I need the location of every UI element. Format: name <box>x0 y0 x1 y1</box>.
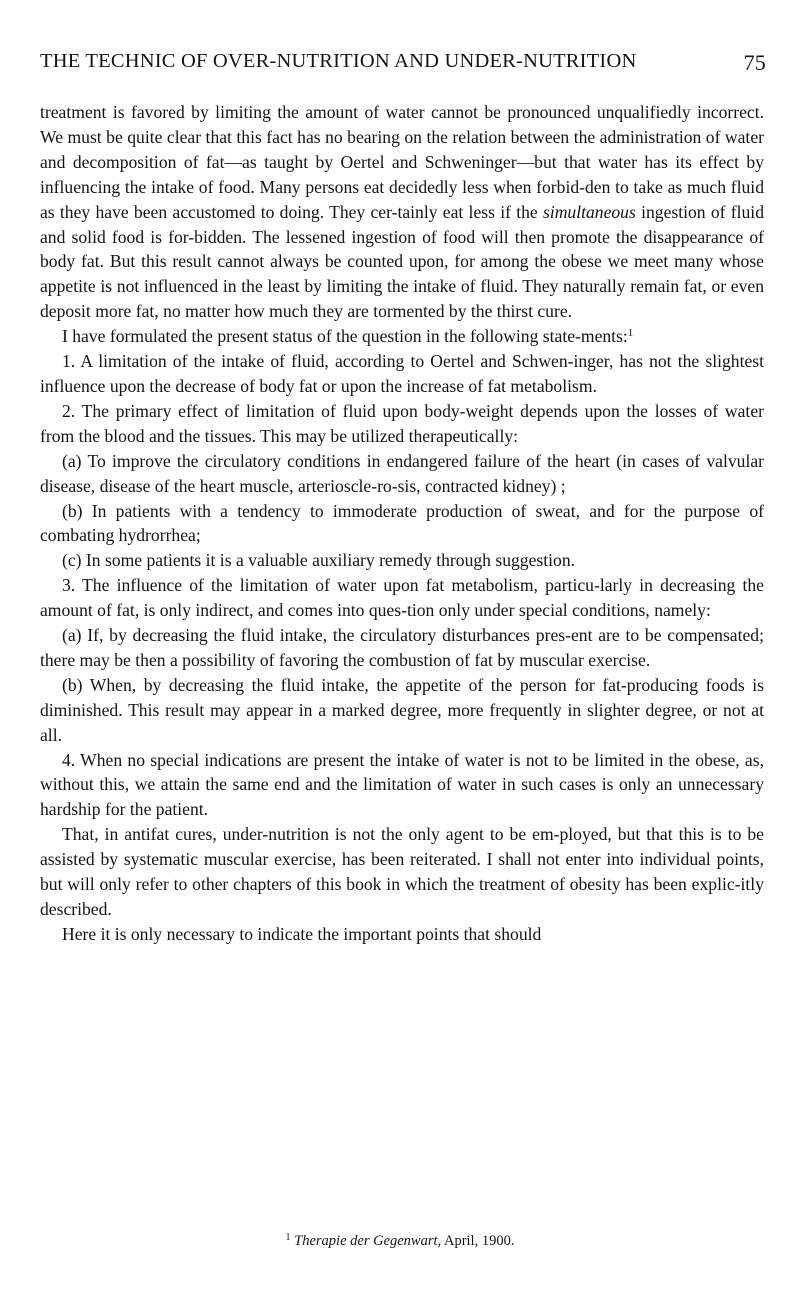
statement-2a: (a) To improve the circulatory conditions in endangered failure of the heart (in cases of valvular disease, disease of the heart muscle, arterioscle-ro-sis, contracted kidney) ; <box>40 450 764 496</box>
paragraph-statements-intro <box>40 324 764 349</box>
footnote-source-title: Therapie der Gegenwart, <box>294 1233 442 1249</box>
footnote-mark: 1 <box>285 1232 291 1243</box>
statement-2: 2. The primary effect of limitation of fluid upon body-weight depends upon the losses of water from the blood and the tissues. This may be utilized therapeutically: <box>40 400 764 446</box>
statement-1: 1. A limitation of the intake of fluid, according to Oertel and Schwen-inger, has not the slightest influence upon the decrease of body fat or upon the increase of fat metabolism. <box>40 351 764 396</box>
paragraph-text: I have formulated the present status of the question in the following state-ments: <box>62 326 628 347</box>
statement-3b: (b) When, by decreasing the fluid intake, the appetite of the person for fat-producing foods is diminished. This result may appear in a marked degree, more frequently in slighter degree, or not at all. <box>40 674 764 745</box>
page-number: 75 <box>743 50 766 75</box>
paragraph-important-points: Here it is only necessary to indicate the important points that should <box>62 923 542 944</box>
statement-3: 3. The influence of the limitation of water upon fat metabolism, particu-larly in decreasing the amount of fat, is only indirect, and comes into ques-tion only under special conditions, namely: <box>40 575 764 621</box>
footnote-reference: 1 <box>627 327 634 340</box>
paragraph-text: treatment is favored by limiting the amount of water cannot be pronounced unqualifiedly incorrect. We must be quite clear that this fact has no bearing on the relation between the administration of water and decomposition of fat—as taught by Oertel and Schweninger—but that water has its effect by influencing the intake of food. Many persons eat decidedly less when forbid-den to take as much fluid as they have been accustomed to doing. They cer-tainly eat less if the <box>40 102 764 222</box>
paragraph-text: ingestion of fluid and solid food is for-bidden. The lessened ingestion of food will then promote the disappearance of body fat. But this result cannot always be counted upon, for among the obese we meet many whose appetite is not influenced in the least by limiting the intake of fluid. They naturally remain fat, or even deposit more fat, no matter how much they are tormented by the thirst cure. <box>40 201 764 322</box>
statement-2b: (b) In patients with a tendency to immoderate production of sweat, and for the purpose of combating hydrorrhea; <box>40 500 764 546</box>
footnote <box>0 1232 800 1250</box>
statement-3a: (a) If, by decreasing the fluid intake, the circulatory disturbances pres-ent are to be compensated; there may be then a possibility of favoring the combustion of fat by muscular exercise. <box>40 625 764 670</box>
paragraph-antifat-cures: That, in antifat cures, under-nutrition is not the only agent to be em-ployed, but that this is to be assisted by systematic muscular exercise, has been reiterated. I shall not enter into individual points, but will only refer to other chapters of this book in which the treatment of obesity has been explic-itly described. <box>40 824 764 919</box>
italic-emphasis: simultaneous <box>542 201 636 222</box>
statement-2c: (c) In some patients it is a valuable auxiliary remedy through suggestion. <box>62 550 576 571</box>
statement-4: 4. When no special indications are present the intake of water is not to be limited in the obese, as, without this, we attain the same end and the limitation of water in such cases is only an unnecessary hardship for the patient. <box>40 749 764 820</box>
running-title: THE TECHNIC OF OVER-NUTRITION AND UNDER-NUTRITION <box>40 50 637 72</box>
paragraph-water-limitation <box>40 100 764 324</box>
footnote-source-date: April, 1900. <box>441 1233 515 1249</box>
page-header <box>40 44 766 80</box>
body-text <box>40 100 764 947</box>
